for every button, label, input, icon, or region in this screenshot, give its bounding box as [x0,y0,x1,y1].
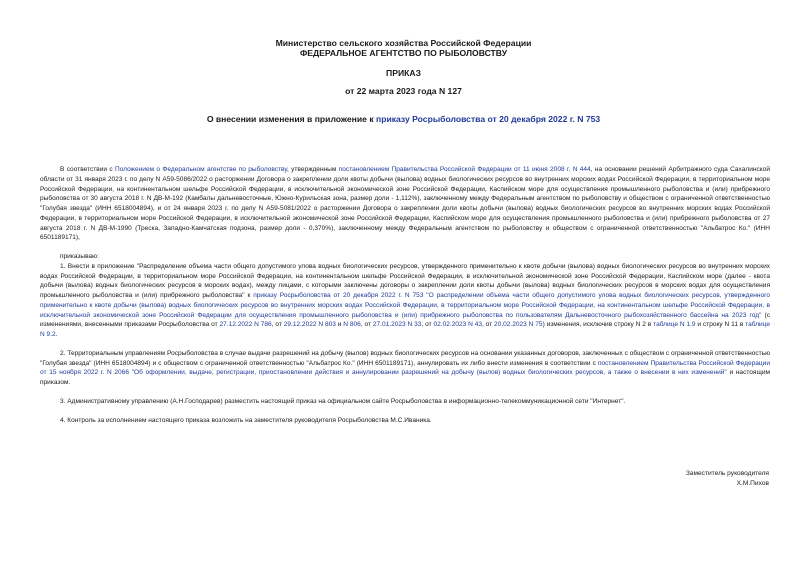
order-33-link[interactable]: 27.01.2023 N 33 [372,321,422,329]
order-75-link[interactable]: 20.02.2023 N 75 [494,321,543,329]
order-806-link[interactable]: N 806 [343,321,361,329]
item-1-paragraph: 1. Внести в приложение "Распределение объема части общего допустимого улова водных биологических ресурсов, утвержденного применительно к квоте добычи (вылова) водных биологических ресурсов во внутренних морских водах Российской Федерации, в территориальном море Российской Федерации, на континентальном шельфе Российской Федерации, в исключительной экономической зоне Российской Федерации, Каспийском море (далее - квота добычи (вылова) водных биологических ресурсов в морских водах), между лицами, с которыми заключены договоры о закреплении доли квоты добычи (вылова) водных биологических ресурсов в морских водах для осуществления промышленного рыболовства и (или) прибрежного рыболовства" к приказу Росрыболовства от 20 декабря 2022 г. N 753 "О распределении объема части общего допустимого улова водных биологических ресурсов, утвержденного применительно к квоте добычи (вылова) водных биологических ресурсов во внутренних морских водах Российской Федерации, в территориальном море Российской Федерации, на континентальном шельфе Российской Федерации, в исключительной экономической зоне Российской Федерации для осуществления промышленного рыболовства и (или) прибрежного рыболовства по пользователям Дальневосточного рыбохозяйственного бассейна на 2023 год" (с изменениями, внесенными приказами Росрыболовства от 27.12.2022 N 786, от 29.12.2022 N 803 и N 806, от 27.01.2023 N 33, от 02.02.2023 N 43, от 20.02.2023 N 75) изменения, исключив строку N 2 в таблице N 1.9 и строку N 11 в таблице N 9.2. [40,262,770,338]
document-type: ПРИКАЗ [386,68,421,78]
title-prefix: О внесении изменения в приложение к [206,114,377,124]
order-753-link[interactable]: приказу Росрыболовства от 20 декабря 2022 г. N 753 "О распределении объема части общего допустимого улова водных биологических ресурсов, утвержденного применительно к квоте добычи (вылова) водных биологических ресурсов во внутренних морских водах Российской Федерации, в территориальном море Российской Федерации, на континентальном шельфе Российской Федерации, в исключительной экономической зоне Российской Федерации для осуществления промышленного рыболовства и (или) прибрежного рыболовства по пользователям Дальневосточного рыбохозяйственного бассейна на 2023 год" [40,292,770,319]
regulation-link[interactable]: Положением о Федеральном агентстве по рыболовству [114,166,287,173]
signature-block [686,469,769,488]
order-803-link[interactable]: 29.12.2022 N 803 [283,321,336,329]
item-4-paragraph: 4. Контроль за исполнением настоящего приказа возложить на заместителя руководителя Росрыболовства М.С.Иваника. [60,416,432,424]
ministry-name: Министерство сельского хозяйства Российской Федерации [275,38,532,48]
document-date-number: от 22 марта 2023 года N 127 [345,86,462,96]
order-word: приказываю: [60,253,99,260]
table-9-2-link[interactable]: таблице N 9.2 [40,321,770,338]
decree-2066-link[interactable]: постановлением Правительства Российской Федерации от 15 ноября 2022 г. N 2066 "Об оформлении, выдаче, регистрации, приостановлении действия и аннулировании разрешений на добычу (вылов) водных биологических ресурсов, а также о внесении в них изменений" [40,359,770,377]
item-3-paragraph: 3. Административному управлению (А.Н.Господарев) разместить настоящий приказ на официальном сайте Росрыболовства в информационно-телекоммуникационной сети "Интернет". [60,397,626,405]
table-1-9-link[interactable]: таблице N 1.9 [653,321,696,329]
government-decree-link[interactable]: постановлением Правительства Российской Федерации от 11 июня 2008 г. N 444 [338,166,591,173]
title-order-link[interactable]: приказу Росрыболовства от 20 декабря 2022 г. N 753 [376,114,601,124]
signatory-name: Х.М.Пихов [736,479,769,487]
document-title [0,114,807,124]
document-body [40,165,770,425]
preamble-paragraph: В соответствии с Положением о Федеральном агентстве по рыболовству, утвержденным постановлением Правительства Российской Федерации от 11 июня 2008 г. N 444, на основании решений Арбитражного суда Сахалинской области от 31 января 2023 г. по делу N А59-5086/2022 о расторжении Договора о закреплении доли квоты добычи (вылова) водных биологических ресурсов во внутренних морских водах Российской Федерации, в территориальном море Российской Федерации, на континентальном шельфе Российской Федерации, в исключительной экономической зоне Российской Федерации, Каспийском море для осуществления промышленного рыболовства и (или) прибрежного рыболовства от 30 августа 2018 г. N ДВ-М-192 (Камбалы дальневосточные, Южно-Курильская зона, размер доли - 1,112%), заключенному между Федеральным агентством по рыболовству и обществом с ограниченной ответственностью "Голубая звезда" (ИНН 6518004894), и от 24 января 2023 г. по делу N А59-5081/2022 о расторжении Договора о закреплении доли квоты добычи (вылова) водных биологических ресурсов во внутренних морских водах Российской Федерации, в территориальном море Российской Федерации, в исключительной экономической зоне Российской Федерации, Каспийском море для осуществления промышленного рыболовства и (или) прибрежного рыболовства от 27 августа 2018 г. N ДВ-М-1990 (Треска, Западно-Камчатская подзона, размер доли - 0,370%), заключенному между Федеральным агентством по рыболовству и обществом с ограниченной ответственностью "Альбатрос Ко." (ИНН 6501189171), [40,166,770,242]
agency-name: ФЕДЕРАЛЬНОЕ АГЕНТСТВО ПО РЫБОЛОВСТВУ [299,48,508,58]
item-2-paragraph: 2. Территориальным управлениям Росрыболовства в случае выдачи разрешений на добычу (вылов) водных биологических ресурсов на основании указанных договоров, заключенных с обществом с ограниченной ответственностью "Голубая звезда" (ИНН 6518004894) и с обществом с ограниченной ответственностью "Альбатрос Ко." (ИНН 6501189171), аннулировать их либо внести изменения в соответствии с постановлением Правительства Российской Федерации от 15 ноября 2022 г. N 2066 "Об оформлении, выдаче, регистрации, приостановлении действия и аннулировании разрешений на добычу (вылов) водных биологических ресурсов, а также о внесении в них изменений" и настоящим приказом. [40,349,771,386]
signatory-position: Заместитель руководителя [685,470,769,477]
order-786-link[interactable]: 27.12.2022 N 786 [219,321,272,329]
order-43-link[interactable]: 02.02.2023 N 43 [433,321,482,329]
